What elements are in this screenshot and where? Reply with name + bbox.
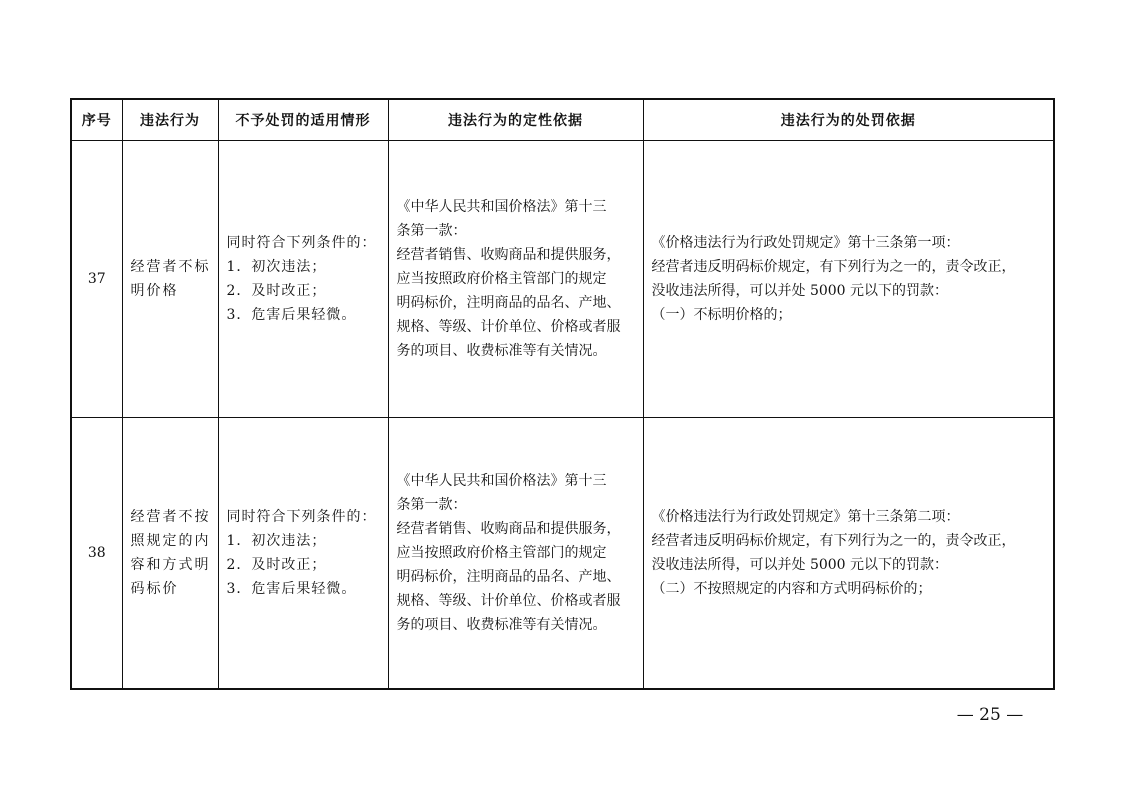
violation-cell <box>122 418 218 689</box>
basis-line: 条第一款： <box>396 496 467 513</box>
basis-line: 《中华人民共和国价格法》第十三 <box>396 199 607 215</box>
penalty-line: （二）不按照规定的内容和方式明码标价的； <box>651 580 932 597</box>
basis-line: 务的项目、收费标准等有关情况。 <box>396 343 607 359</box>
basis-line: 应当按照政府价格主管部门的规定 <box>396 271 607 287</box>
page-number: — 25 — <box>956 705 1024 725</box>
condition-line: 同时符合下列条件的： <box>226 235 377 251</box>
conditions-cell <box>218 141 388 418</box>
violation-line: 明价格 <box>130 283 179 299</box>
table-row <box>71 418 1054 689</box>
header-penalty-basis: 违法行为的处罚依据 <box>643 99 1054 141</box>
table-header-row <box>71 99 1054 141</box>
basis-line: 明码标价，注明商品的品名、产地、 <box>396 295 621 311</box>
header-serial-number: 序号 <box>71 99 122 141</box>
penalty-line: 《价格违法行为行政处罚规定》第十三条第二项： <box>651 508 960 525</box>
penalty-line: 经营者违反明码标价规定，有下列行为之一的，责令改正， <box>651 259 1016 275</box>
serial-number: 38 <box>71 418 122 689</box>
condition-line: 2．及时改正； <box>226 556 327 573</box>
conditions-cell <box>218 418 388 689</box>
penalty-table <box>70 98 1055 690</box>
basis-line: 务的项目、收费标准等有关情况。 <box>396 616 607 633</box>
penalty-line: 没收违法所得，可以并处 5000 元以下的罚款： <box>651 283 949 299</box>
violation-line: 经营者不按 <box>130 508 211 525</box>
header-violation: 违法行为 <box>122 99 218 141</box>
penalty-basis-cell <box>643 141 1054 418</box>
violation-line: 码标价 <box>130 580 179 597</box>
condition-line: 1．初次违法； <box>226 259 327 275</box>
header-no-penalty-conditions: 不予处罚的适用情形 <box>218 99 388 141</box>
violation-cell <box>122 141 218 418</box>
condition-line: 1．初次违法； <box>226 532 327 549</box>
basis-line: 经营者销售、收购商品和提供服务， <box>396 247 621 263</box>
penalty-line: 《价格违法行为行政处罚规定》第十三条第一项： <box>651 235 960 251</box>
condition-line: 2．及时改正； <box>226 283 327 299</box>
serial-number: 37 <box>71 141 122 418</box>
basis-line: 应当按照政府价格主管部门的规定 <box>396 544 607 561</box>
violation-line: 照规定的内 <box>130 532 211 549</box>
basis-line: 条第一款： <box>396 223 467 239</box>
condition-line: 3．危害后果轻微。 <box>226 307 357 323</box>
condition-line: 同时符合下列条件的： <box>226 508 377 525</box>
violation-line: 容和方式明 <box>130 556 211 573</box>
legal-basis-cell <box>388 141 643 418</box>
penalty-basis-cell <box>643 418 1054 689</box>
condition-line: 3．危害后果轻微。 <box>226 580 357 597</box>
penalty-line: 经营者违反明码标价规定，有下列行为之一的，责令改正， <box>651 532 1016 549</box>
table-row <box>71 141 1054 418</box>
violation-line: 经营者不标 <box>130 259 211 275</box>
basis-line: 明码标价，注明商品的品名、产地、 <box>396 568 621 585</box>
basis-line: 经营者销售、收购商品和提供服务， <box>396 520 621 537</box>
penalty-line: （一）不标明价格的； <box>651 307 792 323</box>
penalty-line: 没收违法所得，可以并处 5000 元以下的罚款： <box>651 556 949 573</box>
basis-line: 规格、等级、计价单位、价格或者服 <box>396 319 621 335</box>
basis-line: 《中华人民共和国价格法》第十三 <box>396 472 607 489</box>
basis-line: 规格、等级、计价单位、价格或者服 <box>396 592 621 609</box>
header-legal-basis: 违法行为的定性依据 <box>388 99 643 141</box>
legal-basis-cell <box>388 418 643 689</box>
